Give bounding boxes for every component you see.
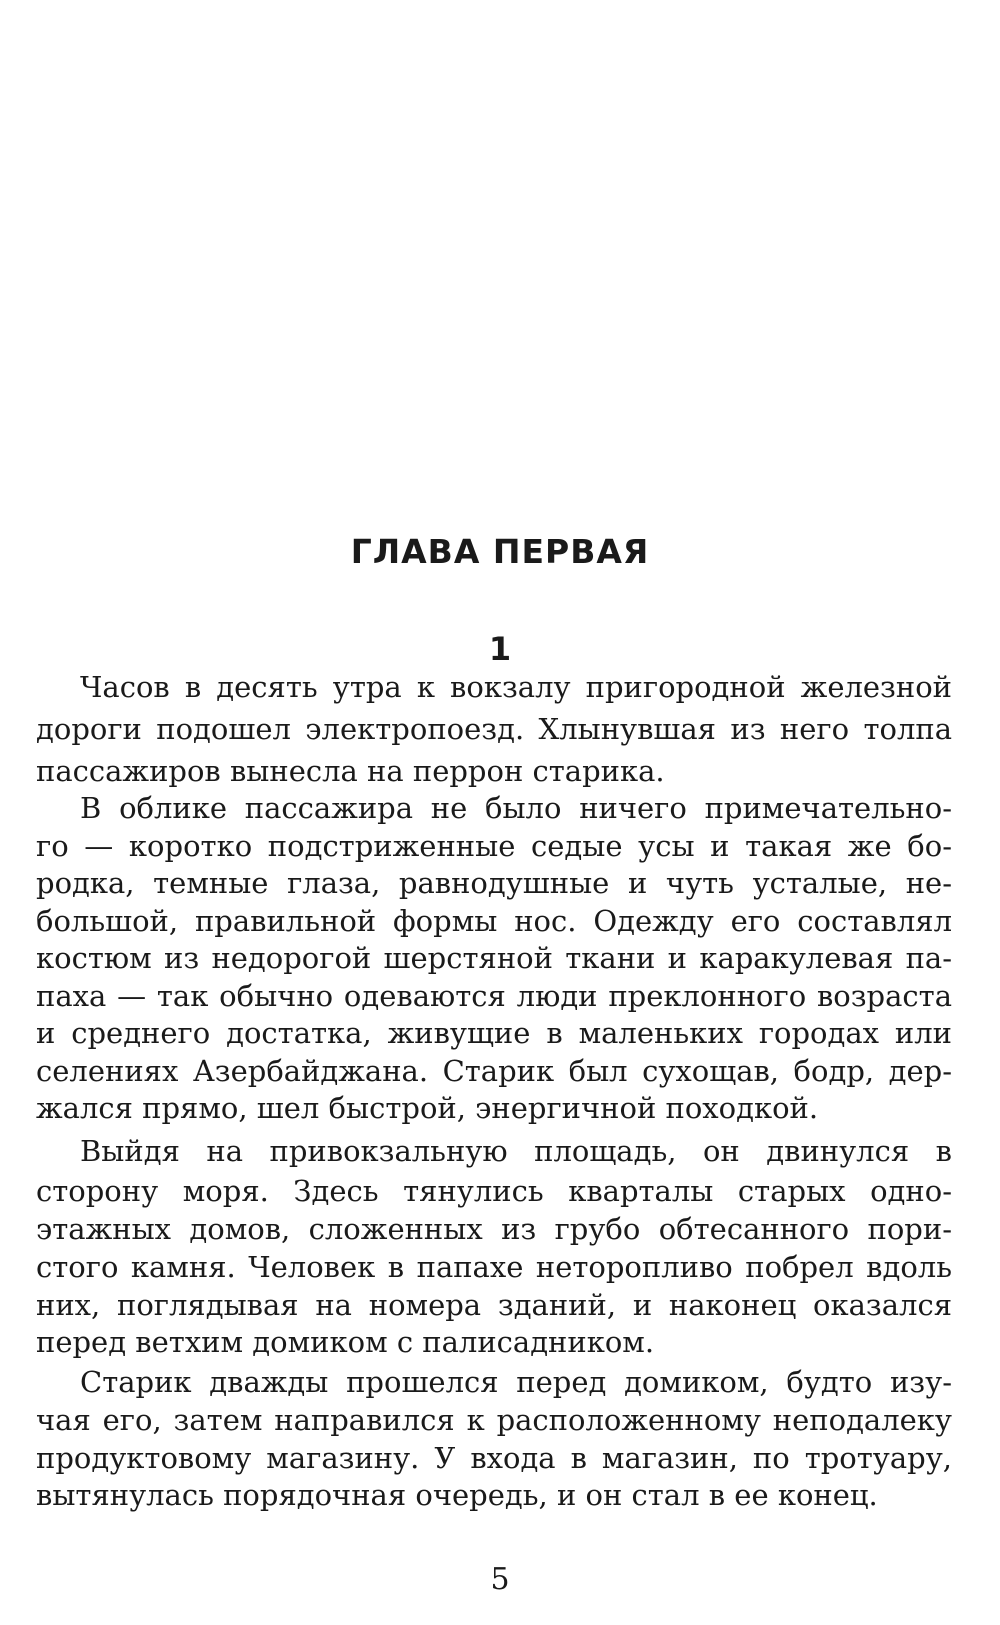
text-line: вытянулась порядочная очередь, и он стал в ее конец. (36, 1478, 878, 1512)
text-line: продуктовому магазину. У входа в магазин, по тротуару, (36, 1441, 952, 1475)
text-line: сторону моря. Здесь тянулись кварталы старых одно- (36, 1174, 952, 1208)
text-line: го — коротко подстриженные седые усы и такая же бо- (36, 829, 952, 863)
text-line: паха — так обычно одеваются люди преклонного возраста (36, 979, 952, 1013)
page-number: 5 (490, 1562, 510, 1597)
section-number: 1 (488, 630, 512, 668)
text-line: большой, правильной формы нос. Одежду его составлял (36, 904, 952, 938)
text-line: селениях Азербайджана. Старик был сухощав, бодр, дер- (36, 1054, 952, 1088)
text-line: этажных домов, сложенных из грубо обтесанного пори- (36, 1212, 952, 1246)
text-line: жался прямо, шел быстрой, энергичной походкой. (36, 1091, 819, 1125)
text-line: чая его, затем направился к расположенному неподалеку (36, 1403, 952, 1437)
text-line: дороги подошел электропоезд. Хлынувшая из него толпа (36, 712, 952, 746)
text-line: Старик дважды прошелся перед домиком, будто изу- (80, 1365, 952, 1399)
chapter-title: ГЛАВА ПЕРВАЯ (350, 532, 650, 571)
text-line: родка, темные глаза, равнодушные и чуть усталые, не- (36, 866, 952, 900)
text-line: В облике пассажира не было ничего примечательно- (80, 791, 952, 825)
text-line: перед ветхим домиком с палисадником. (36, 1325, 655, 1359)
text-line: костюм из недорогой шерстяной ткани и каракулевая па- (36, 941, 952, 975)
text-line: и среднего достатка, живущие в маленьких городах или (36, 1016, 952, 1050)
text-line: Выйдя на привокзальную площадь, он двинулся в (80, 1134, 952, 1168)
text-line: Часов в десять утра к вокзалу пригородной железной (80, 670, 952, 704)
text-line: пассажиров вынесла на перрон старика. (36, 754, 665, 788)
text-line: них, поглядывая на номера зданий, и наконец оказался (36, 1288, 952, 1322)
text-line: стого камня. Человек в папахе неторопливо побрел вдоль (36, 1250, 952, 1284)
